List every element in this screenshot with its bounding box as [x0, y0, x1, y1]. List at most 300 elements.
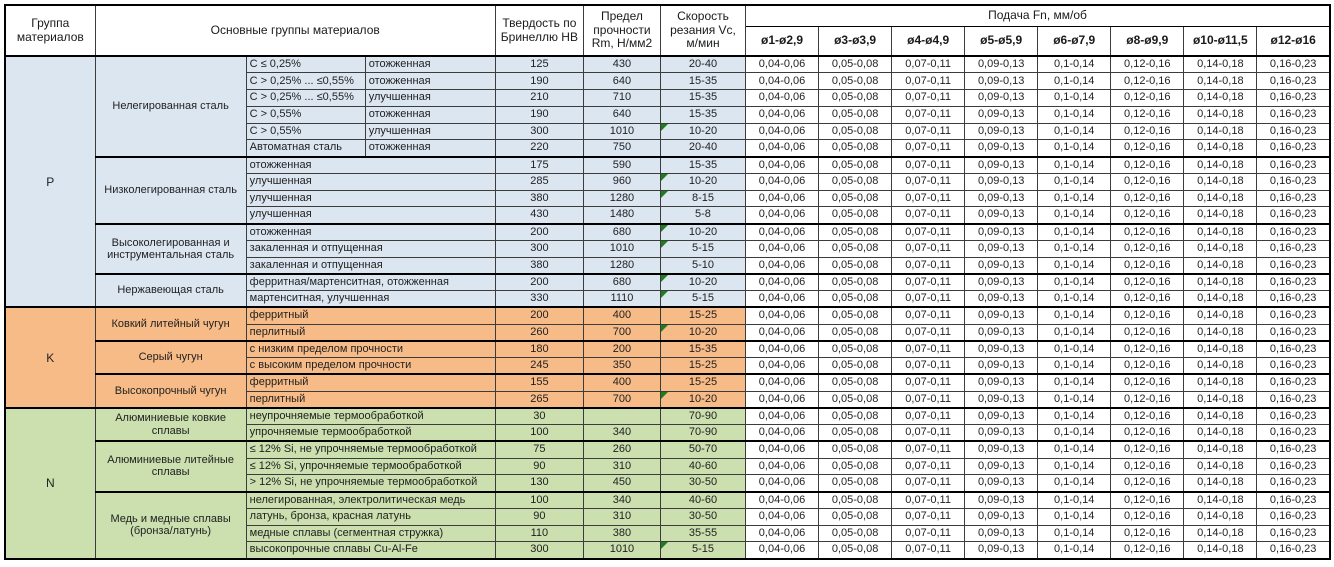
cell-feed[interactable]: 0,07-0,11 — [892, 106, 965, 123]
cell-feed[interactable]: 0,05-0,08 — [819, 207, 892, 224]
cell-feed[interactable]: 0,09-0,13 — [965, 475, 1038, 492]
cell-feed[interactable]: 0,12-0,16 — [1111, 542, 1184, 559]
cell-feed[interactable]: 0,04-0,06 — [746, 341, 819, 358]
cell-feed[interactable]: 0,16-0,23 — [1257, 408, 1330, 425]
cell-feed[interactable]: 0,1-0,14 — [1038, 307, 1111, 324]
cell-feed[interactable]: 0,16-0,23 — [1257, 391, 1330, 408]
cell-feed[interactable]: 0,14-0,18 — [1184, 408, 1257, 425]
cell-feed[interactable]: 0,09-0,13 — [965, 542, 1038, 559]
cell-state[interactable]: улучшенная — [365, 123, 495, 140]
cell-speed[interactable] — [660, 207, 745, 224]
cell-feed[interactable]: 0,04-0,06 — [746, 508, 819, 525]
cell-hardness[interactable]: 285 — [495, 173, 583, 190]
cell-description[interactable]: латунь, бронза, красная латунь — [246, 508, 495, 525]
cell-hardness[interactable]: 200 — [495, 274, 583, 291]
cell-feed[interactable]: 0,05-0,08 — [819, 458, 892, 475]
cell-feed[interactable]: 0,1-0,14 — [1038, 224, 1111, 241]
cell-feed[interactable]: 0,14-0,18 — [1184, 224, 1257, 241]
cell-feed[interactable]: 0,09-0,13 — [965, 173, 1038, 190]
cell-feed[interactable]: 0,05-0,08 — [819, 291, 892, 308]
cell-hardness[interactable]: 330 — [495, 291, 583, 308]
cell-feed[interactable]: 0,07-0,11 — [892, 173, 965, 190]
cell-speed[interactable] — [660, 341, 745, 358]
cell-strength[interactable]: 680 — [583, 224, 660, 241]
cell-speed[interactable] — [660, 140, 745, 157]
cell-feed[interactable]: 0,14-0,18 — [1184, 324, 1257, 341]
cell-feed[interactable]: 0,05-0,08 — [819, 391, 892, 408]
cell-description[interactable]: с низким пределом прочности — [246, 341, 495, 358]
cell-feed[interactable]: 0,16-0,23 — [1257, 73, 1330, 90]
cell-feed[interactable]: 0,16-0,23 — [1257, 341, 1330, 358]
cell-feed[interactable]: 0,07-0,11 — [892, 374, 965, 391]
header-feed-col[interactable]: ø12-ø16 — [1257, 26, 1330, 56]
cell-subgroup-name[interactable]: Алюминиевые ковкие сплавы — [95, 408, 246, 442]
cell-feed[interactable]: 0,07-0,11 — [892, 90, 965, 107]
cell-feed[interactable]: 0,04-0,06 — [746, 358, 819, 375]
header-feed-title[interactable]: Подача Fn, мм/об — [746, 5, 1330, 26]
cell-feed[interactable]: 0,12-0,16 — [1111, 525, 1184, 542]
cell-feed[interactable]: 0,1-0,14 — [1038, 324, 1111, 341]
cell-feed[interactable]: 0,14-0,18 — [1184, 106, 1257, 123]
cell-feed[interactable]: 0,05-0,08 — [819, 324, 892, 341]
cell-group-code[interactable]: K — [5, 307, 95, 408]
cell-feed[interactable]: 0,04-0,06 — [746, 140, 819, 157]
cell-hardness[interactable]: 200 — [495, 307, 583, 324]
cell-speed[interactable] — [660, 106, 745, 123]
cell-feed[interactable]: 0,16-0,23 — [1257, 525, 1330, 542]
cell-feed[interactable]: 0,07-0,11 — [892, 157, 965, 174]
cell-feed[interactable]: 0,16-0,23 — [1257, 173, 1330, 190]
cell-feed[interactable]: 0,09-0,13 — [965, 408, 1038, 425]
cell-feed[interactable]: 0,09-0,13 — [965, 240, 1038, 257]
cell-feed[interactable]: 0,09-0,13 — [965, 341, 1038, 358]
cell-speed[interactable] — [660, 525, 745, 542]
cell-feed[interactable]: 0,12-0,16 — [1111, 341, 1184, 358]
header-feed-col[interactable]: ø6-ø7,9 — [1038, 26, 1111, 56]
cell-speed[interactable] — [660, 374, 745, 391]
cell-feed[interactable]: 0,07-0,11 — [892, 291, 965, 308]
cell-feed[interactable]: 0,07-0,11 — [892, 257, 965, 274]
cell-feed[interactable]: 0,09-0,13 — [965, 291, 1038, 308]
cell-hardness[interactable]: 300 — [495, 123, 583, 140]
cell-hardness[interactable]: 125 — [495, 56, 583, 73]
cell-feed[interactable]: 0,09-0,13 — [965, 441, 1038, 458]
cell-hardness[interactable]: 75 — [495, 441, 583, 458]
cell-feed[interactable]: 0,14-0,18 — [1184, 73, 1257, 90]
cell-feed[interactable]: 0,09-0,13 — [965, 140, 1038, 157]
cell-feed[interactable]: 0,1-0,14 — [1038, 492, 1111, 509]
cell-feed[interactable]: 0,14-0,18 — [1184, 525, 1257, 542]
cell-speed[interactable] — [660, 73, 745, 90]
cell-feed[interactable]: 0,1-0,14 — [1038, 274, 1111, 291]
cell-feed[interactable]: 0,05-0,08 — [819, 190, 892, 207]
cell-description[interactable]: ферритная/мартенситная, отожженная — [246, 274, 495, 291]
cell-feed[interactable]: 0,16-0,23 — [1257, 257, 1330, 274]
cell-feed[interactable]: 0,16-0,23 — [1257, 157, 1330, 174]
cell-feed[interactable]: 0,16-0,23 — [1257, 207, 1330, 224]
cell-description[interactable]: высокопрочные сплавы Cu-Al-Fe — [246, 542, 495, 559]
cell-feed[interactable]: 0,05-0,08 — [819, 307, 892, 324]
cell-feed[interactable]: 0,04-0,06 — [746, 157, 819, 174]
cell-feed[interactable]: 0,05-0,08 — [819, 408, 892, 425]
cell-description[interactable]: закаленная и отпущенная — [246, 240, 495, 257]
cell-strength[interactable]: 960 — [583, 173, 660, 190]
cell-description[interactable]: мартенситная, улучшенная — [246, 291, 495, 308]
cell-description[interactable]: отожженная — [246, 157, 495, 174]
cell-feed[interactable]: 0,1-0,14 — [1038, 542, 1111, 559]
cell-subgroup-name[interactable]: Нержавеющая сталь — [95, 274, 246, 308]
cell-hardness[interactable]: 430 — [495, 207, 583, 224]
cell-description[interactable]: ≤ 12% Si, не упрочняемые термообработкой — [246, 441, 495, 458]
cell-feed[interactable]: 0,1-0,14 — [1038, 90, 1111, 107]
cell-feed[interactable]: 0,16-0,23 — [1257, 190, 1330, 207]
cell-feed[interactable]: 0,09-0,13 — [965, 525, 1038, 542]
cell-feed[interactable]: 0,07-0,11 — [892, 475, 965, 492]
cell-feed[interactable]: 0,05-0,08 — [819, 224, 892, 241]
cell-speed[interactable] — [660, 408, 745, 425]
cell-feed[interactable]: 0,12-0,16 — [1111, 106, 1184, 123]
cell-strength[interactable]: 310 — [583, 508, 660, 525]
cell-feed[interactable]: 0,12-0,16 — [1111, 508, 1184, 525]
cell-feed[interactable]: 0,12-0,16 — [1111, 374, 1184, 391]
cell-strength[interactable]: 1280 — [583, 190, 660, 207]
cell-description[interactable]: ≤ 12% Si, упрочняемые термообработкой — [246, 458, 495, 475]
cell-strength[interactable]: 1480 — [583, 207, 660, 224]
cell-condition[interactable]: C > 0,25% ... ≤0,55% — [246, 90, 365, 107]
cell-feed[interactable]: 0,05-0,08 — [819, 140, 892, 157]
cell-feed[interactable]: 0,1-0,14 — [1038, 291, 1111, 308]
cell-description[interactable]: улучшенная — [246, 207, 495, 224]
cell-description[interactable]: улучшенная — [246, 173, 495, 190]
cell-feed[interactable]: 0,16-0,23 — [1257, 224, 1330, 241]
cell-feed[interactable]: 0,14-0,18 — [1184, 140, 1257, 157]
cell-hardness[interactable]: 180 — [495, 341, 583, 358]
cell-feed[interactable]: 0,05-0,08 — [819, 475, 892, 492]
cell-feed[interactable]: 0,07-0,11 — [892, 441, 965, 458]
cell-feed[interactable]: 0,16-0,23 — [1257, 106, 1330, 123]
cell-feed[interactable]: 0,12-0,16 — [1111, 123, 1184, 140]
cell-feed[interactable]: 0,1-0,14 — [1038, 140, 1111, 157]
cell-description[interactable]: ферритный — [246, 374, 495, 391]
cell-feed[interactable]: 0,07-0,11 — [892, 73, 965, 90]
cell-hardness[interactable]: 90 — [495, 508, 583, 525]
cell-feed[interactable]: 0,1-0,14 — [1038, 525, 1111, 542]
cell-subgroup-name[interactable]: Медь и медные сплавы (бронза/латунь) — [95, 492, 246, 559]
cell-feed[interactable]: 0,04-0,06 — [746, 56, 819, 73]
cell-feed[interactable]: 0,09-0,13 — [965, 391, 1038, 408]
cell-subgroup-name[interactable]: Алюминиевые литейные сплавы — [95, 441, 246, 491]
cell-feed[interactable]: 0,09-0,13 — [965, 425, 1038, 442]
cell-feed[interactable]: 0,05-0,08 — [819, 173, 892, 190]
cell-feed[interactable]: 0,05-0,08 — [819, 525, 892, 542]
cell-description[interactable]: > 12% Si, не упрочняемые термообработкой — [246, 475, 495, 492]
cell-feed[interactable]: 0,05-0,08 — [819, 508, 892, 525]
cell-speed[interactable] — [660, 391, 745, 408]
cell-feed[interactable]: 0,07-0,11 — [892, 240, 965, 257]
cell-feed[interactable]: 0,04-0,06 — [746, 90, 819, 107]
cell-strength[interactable]: 350 — [583, 358, 660, 375]
cell-feed[interactable]: 0,09-0,13 — [965, 458, 1038, 475]
cell-feed[interactable]: 0,12-0,16 — [1111, 157, 1184, 174]
cell-feed[interactable]: 0,12-0,16 — [1111, 307, 1184, 324]
cell-feed[interactable]: 0,04-0,06 — [746, 73, 819, 90]
cell-description[interactable]: медные сплавы (сегментная стружка) — [246, 525, 495, 542]
cell-feed[interactable]: 0,07-0,11 — [892, 358, 965, 375]
cell-feed[interactable]: 0,1-0,14 — [1038, 341, 1111, 358]
cell-feed[interactable]: 0,16-0,23 — [1257, 307, 1330, 324]
cell-feed[interactable]: 0,16-0,23 — [1257, 358, 1330, 375]
cell-feed[interactable]: 0,14-0,18 — [1184, 257, 1257, 274]
cell-feed[interactable]: 0,1-0,14 — [1038, 106, 1111, 123]
cell-hardness[interactable]: 220 — [495, 140, 583, 157]
cell-feed[interactable]: 0,1-0,14 — [1038, 458, 1111, 475]
cell-feed[interactable]: 0,05-0,08 — [819, 157, 892, 174]
cell-feed[interactable]: 0,04-0,06 — [746, 291, 819, 308]
cell-feed[interactable]: 0,05-0,08 — [819, 56, 892, 73]
header-main-groups[interactable]: Основные группы материалов — [95, 5, 495, 56]
cell-feed[interactable]: 0,16-0,23 — [1257, 458, 1330, 475]
cell-feed[interactable]: 0,09-0,13 — [965, 190, 1038, 207]
cell-feed[interactable]: 0,04-0,06 — [746, 458, 819, 475]
cell-feed[interactable]: 0,05-0,08 — [819, 358, 892, 375]
cell-hardness[interactable]: 110 — [495, 525, 583, 542]
cell-feed[interactable]: 0,1-0,14 — [1038, 408, 1111, 425]
cell-feed[interactable]: 0,1-0,14 — [1038, 173, 1111, 190]
cell-feed[interactable]: 0,1-0,14 — [1038, 257, 1111, 274]
cell-feed[interactable]: 0,07-0,11 — [892, 123, 965, 140]
cell-feed[interactable]: 0,1-0,14 — [1038, 425, 1111, 442]
cell-feed[interactable]: 0,07-0,11 — [892, 508, 965, 525]
cell-feed[interactable]: 0,12-0,16 — [1111, 274, 1184, 291]
cell-feed[interactable]: 0,1-0,14 — [1038, 73, 1111, 90]
cell-feed[interactable]: 0,05-0,08 — [819, 106, 892, 123]
cell-state[interactable]: улучшенная — [365, 90, 495, 107]
cell-feed[interactable]: 0,05-0,08 — [819, 441, 892, 458]
cell-feed[interactable]: 0,04-0,06 — [746, 408, 819, 425]
cell-feed[interactable]: 0,09-0,13 — [965, 157, 1038, 174]
cell-feed[interactable]: 0,09-0,13 — [965, 73, 1038, 90]
cell-hardness[interactable]: 190 — [495, 106, 583, 123]
cell-feed[interactable]: 0,04-0,06 — [746, 207, 819, 224]
cell-feed[interactable]: 0,12-0,16 — [1111, 408, 1184, 425]
cell-feed[interactable]: 0,09-0,13 — [965, 374, 1038, 391]
cell-feed[interactable]: 0,09-0,13 — [965, 56, 1038, 73]
cell-condition[interactable]: Автоматная сталь — [246, 140, 365, 157]
cell-feed[interactable]: 0,09-0,13 — [965, 508, 1038, 525]
cell-speed[interactable] — [660, 307, 745, 324]
cell-feed[interactable]: 0,04-0,06 — [746, 173, 819, 190]
cell-feed[interactable]: 0,16-0,23 — [1257, 492, 1330, 509]
cell-feed[interactable]: 0,07-0,11 — [892, 190, 965, 207]
cell-feed[interactable]: 0,12-0,16 — [1111, 90, 1184, 107]
cell-feed[interactable]: 0,05-0,08 — [819, 341, 892, 358]
cell-group-code[interactable]: N — [5, 408, 95, 559]
cell-feed[interactable]: 0,14-0,18 — [1184, 274, 1257, 291]
cell-feed[interactable]: 0,09-0,13 — [965, 90, 1038, 107]
cell-subgroup-name[interactable]: Ковкий литейный чугун — [95, 307, 246, 341]
header-hardness[interactable]: Твердость по Бринеллю HB — [495, 5, 583, 56]
cell-feed[interactable]: 0,09-0,13 — [965, 358, 1038, 375]
cell-feed[interactable]: 0,05-0,08 — [819, 542, 892, 559]
cell-feed[interactable]: 0,09-0,13 — [965, 257, 1038, 274]
cell-feed[interactable]: 0,12-0,16 — [1111, 190, 1184, 207]
cell-feed[interactable]: 0,07-0,11 — [892, 274, 965, 291]
cell-feed[interactable]: 0,04-0,06 — [746, 492, 819, 509]
cell-feed[interactable]: 0,14-0,18 — [1184, 90, 1257, 107]
header-feed-col[interactable]: ø5-ø5,9 — [965, 26, 1038, 56]
cell-description[interactable]: перлитный — [246, 324, 495, 341]
header-feed-col[interactable]: ø10-ø11,5 — [1184, 26, 1257, 56]
cell-strength[interactable]: 1110 — [583, 291, 660, 308]
cell-feed[interactable]: 0,04-0,06 — [746, 224, 819, 241]
cell-feed[interactable]: 0,09-0,13 — [965, 207, 1038, 224]
cell-condition[interactable]: C > 0,55% — [246, 123, 365, 140]
cell-feed[interactable]: 0,14-0,18 — [1184, 492, 1257, 509]
cell-feed[interactable]: 0,04-0,06 — [746, 391, 819, 408]
cell-feed[interactable]: 0,14-0,18 — [1184, 341, 1257, 358]
cell-strength[interactable]: 700 — [583, 324, 660, 341]
cell-strength[interactable]: 260 — [583, 441, 660, 458]
cell-feed[interactable]: 0,07-0,11 — [892, 140, 965, 157]
cell-description[interactable]: упрочняемые термообработкой — [246, 425, 495, 442]
cell-feed[interactable]: 0,1-0,14 — [1038, 240, 1111, 257]
cell-description[interactable]: перлитный — [246, 391, 495, 408]
cell-strength[interactable]: 380 — [583, 525, 660, 542]
cell-hardness[interactable]: 380 — [495, 257, 583, 274]
cell-group-code[interactable]: P — [5, 56, 95, 307]
cell-feed[interactable]: 0,04-0,06 — [746, 190, 819, 207]
cell-feed[interactable]: 0,16-0,23 — [1257, 475, 1330, 492]
cell-speed[interactable] — [660, 425, 745, 442]
cell-feed[interactable]: 0,12-0,16 — [1111, 224, 1184, 241]
cell-speed[interactable] — [660, 492, 745, 509]
cell-hardness[interactable]: 210 — [495, 90, 583, 107]
cell-feed[interactable]: 0,12-0,16 — [1111, 56, 1184, 73]
cell-feed[interactable]: 0,14-0,18 — [1184, 475, 1257, 492]
cell-feed[interactable]: 0,07-0,11 — [892, 341, 965, 358]
cell-feed[interactable]: 0,07-0,11 — [892, 307, 965, 324]
cell-feed[interactable]: 0,09-0,13 — [965, 274, 1038, 291]
cell-speed[interactable] — [660, 173, 745, 190]
cell-description[interactable]: закаленная и отпущенная — [246, 257, 495, 274]
cell-feed[interactable]: 0,14-0,18 — [1184, 391, 1257, 408]
cell-feed[interactable]: 0,1-0,14 — [1038, 207, 1111, 224]
cell-feed[interactable]: 0,04-0,06 — [746, 307, 819, 324]
cell-feed[interactable]: 0,1-0,14 — [1038, 56, 1111, 73]
cell-feed[interactable]: 0,12-0,16 — [1111, 458, 1184, 475]
cell-feed[interactable]: 0,07-0,11 — [892, 425, 965, 442]
header-speed[interactable]: Скорость резания Vc, м/мин — [660, 5, 745, 56]
cell-feed[interactable]: 0,04-0,06 — [746, 324, 819, 341]
cell-hardness[interactable]: 175 — [495, 157, 583, 174]
cell-feed[interactable]: 0,12-0,16 — [1111, 475, 1184, 492]
cell-feed[interactable]: 0,1-0,14 — [1038, 508, 1111, 525]
cell-feed[interactable]: 0,09-0,13 — [965, 492, 1038, 509]
cell-feed[interactable]: 0,16-0,23 — [1257, 291, 1330, 308]
cell-speed[interactable] — [660, 508, 745, 525]
cell-strength[interactable]: 340 — [583, 425, 660, 442]
cell-speed[interactable] — [660, 358, 745, 375]
cell-feed[interactable]: 0,16-0,23 — [1257, 90, 1330, 107]
cell-feed[interactable]: 0,09-0,13 — [965, 324, 1038, 341]
cell-feed[interactable]: 0,16-0,23 — [1257, 542, 1330, 559]
cell-feed[interactable]: 0,12-0,16 — [1111, 207, 1184, 224]
cell-strength[interactable]: 1010 — [583, 542, 660, 559]
cell-strength[interactable]: 710 — [583, 90, 660, 107]
cell-speed[interactable] — [660, 542, 745, 559]
cell-feed[interactable]: 0,12-0,16 — [1111, 73, 1184, 90]
cell-strength[interactable]: 450 — [583, 475, 660, 492]
cell-feed[interactable]: 0,12-0,16 — [1111, 358, 1184, 375]
cell-feed[interactable]: 0,04-0,06 — [746, 106, 819, 123]
cell-description[interactable]: улучшенная — [246, 190, 495, 207]
cell-feed[interactable]: 0,1-0,14 — [1038, 190, 1111, 207]
header-feed-col[interactable]: ø8-ø9,9 — [1111, 26, 1184, 56]
cell-feed[interactable]: 0,1-0,14 — [1038, 374, 1111, 391]
cell-feed[interactable]: 0,07-0,11 — [892, 56, 965, 73]
cell-feed[interactable]: 0,14-0,18 — [1184, 240, 1257, 257]
cell-feed[interactable]: 0,05-0,08 — [819, 90, 892, 107]
cell-feed[interactable]: 0,07-0,11 — [892, 391, 965, 408]
cell-strength[interactable]: 430 — [583, 56, 660, 73]
cell-feed[interactable]: 0,1-0,14 — [1038, 123, 1111, 140]
cell-hardness[interactable]: 90 — [495, 458, 583, 475]
cell-feed[interactable]: 0,16-0,23 — [1257, 140, 1330, 157]
cell-feed[interactable]: 0,05-0,08 — [819, 123, 892, 140]
cell-feed[interactable]: 0,04-0,06 — [746, 123, 819, 140]
cell-feed[interactable]: 0,14-0,18 — [1184, 207, 1257, 224]
cell-hardness[interactable]: 260 — [495, 324, 583, 341]
header-material-group[interactable]: Группа материалов — [5, 5, 95, 56]
cell-feed[interactable]: 0,07-0,11 — [892, 324, 965, 341]
cell-feed[interactable]: 0,12-0,16 — [1111, 173, 1184, 190]
cell-speed[interactable] — [660, 90, 745, 107]
cell-feed[interactable]: 0,09-0,13 — [965, 123, 1038, 140]
cell-state[interactable]: отожженная — [365, 140, 495, 157]
cell-hardness[interactable]: 100 — [495, 425, 583, 442]
cell-feed[interactable]: 0,14-0,18 — [1184, 458, 1257, 475]
cell-strength[interactable]: 640 — [583, 73, 660, 90]
cell-feed[interactable]: 0,1-0,14 — [1038, 441, 1111, 458]
cell-feed[interactable]: 0,16-0,23 — [1257, 56, 1330, 73]
cell-feed[interactable]: 0,07-0,11 — [892, 224, 965, 241]
cell-strength[interactable]: 700 — [583, 391, 660, 408]
cell-feed[interactable]: 0,16-0,23 — [1257, 374, 1330, 391]
cell-feed[interactable]: 0,12-0,16 — [1111, 257, 1184, 274]
cell-feed[interactable]: 0,12-0,16 — [1111, 240, 1184, 257]
cell-strength[interactable]: 750 — [583, 140, 660, 157]
cell-strength[interactable]: 400 — [583, 374, 660, 391]
cell-speed[interactable] — [660, 274, 745, 291]
cell-feed[interactable]: 0,14-0,18 — [1184, 542, 1257, 559]
cell-feed[interactable]: 0,12-0,16 — [1111, 441, 1184, 458]
cell-hardness[interactable]: 245 — [495, 358, 583, 375]
cell-feed[interactable]: 0,05-0,08 — [819, 240, 892, 257]
cell-feed[interactable]: 0,1-0,14 — [1038, 157, 1111, 174]
cell-subgroup-name[interactable]: Серый чугун — [95, 341, 246, 375]
cell-feed[interactable]: 0,16-0,23 — [1257, 441, 1330, 458]
cell-speed[interactable] — [660, 190, 745, 207]
cell-description[interactable]: отожженная — [246, 224, 495, 241]
cell-hardness[interactable]: 265 — [495, 391, 583, 408]
cell-feed[interactable]: 0,05-0,08 — [819, 374, 892, 391]
header-feed-col[interactable]: ø3-ø3,9 — [819, 26, 892, 56]
cell-feed[interactable]: 0,07-0,11 — [892, 408, 965, 425]
cell-hardness[interactable]: 300 — [495, 240, 583, 257]
cell-feed[interactable]: 0,1-0,14 — [1038, 358, 1111, 375]
cell-hardness[interactable]: 155 — [495, 374, 583, 391]
cell-subgroup-name[interactable]: Высокопрочный чугун — [95, 374, 246, 408]
